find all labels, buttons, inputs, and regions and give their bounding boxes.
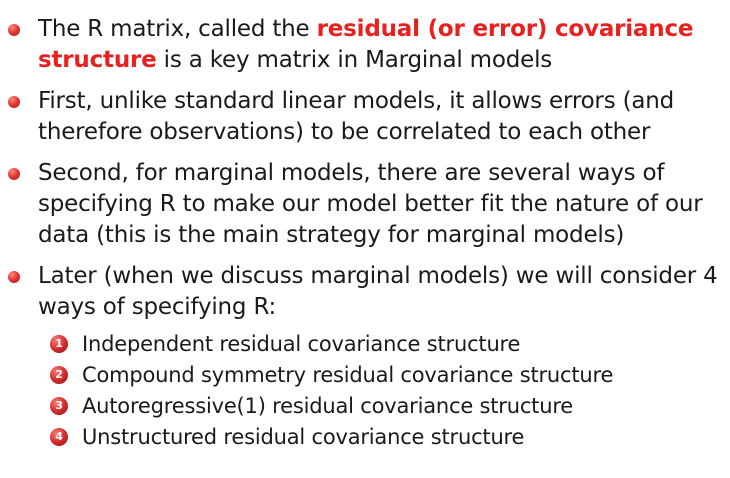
- sublist-item-unstructured: [50, 424, 720, 451]
- bullet-specifying-r: [8, 158, 720, 251]
- sublist-item-text: Unstructured residual covariance structure: [82, 425, 525, 449]
- bullet-text: First, unlike standard linear models, it allows errors (and therefore observations) to be correlated to each other: [38, 88, 675, 145]
- sublist-item-text: Independent residual covariance structure: [82, 332, 521, 356]
- sublist-item-autoregressive: [50, 393, 720, 420]
- number-4-icon: 4: [50, 428, 68, 446]
- bullet-correlated-errors: [8, 86, 720, 148]
- sublist-item-independent: [50, 331, 720, 358]
- bullet-text: Second, for marginal models, there are several ways of specifying R to make our model better fit the nature of our data (this is the main strategy for marginal models): [38, 160, 703, 248]
- bullet-dot-icon: [8, 168, 20, 180]
- sublist-item-text: Compound symmetry residual covariance structure: [82, 363, 614, 387]
- bullet-list: [8, 14, 720, 461]
- bullet-dot-icon: [8, 96, 20, 108]
- bullet-text-pre: The R matrix, called the: [38, 16, 317, 42]
- number-3-icon: 3: [50, 397, 68, 415]
- sublist-item-compound-symmetry: [50, 362, 720, 389]
- sublist-item-text: Autoregressive(1) residual covariance structure: [82, 394, 574, 418]
- bullet-dot-icon: [8, 271, 20, 283]
- number-1-icon: 1: [50, 335, 68, 353]
- bullet-text-post: is a key matrix in Marginal models: [156, 47, 553, 73]
- numbered-sublist: [38, 331, 720, 451]
- bullet-dot-icon: [8, 24, 20, 36]
- bullet-r-matrix: [8, 14, 720, 76]
- number-2-icon: 2: [50, 366, 68, 384]
- bullet-text: Later (when we discuss marginal models) we will consider 4 ways of specifying R:: [38, 263, 718, 320]
- highlight-term: residual (or error) covariance structure: [38, 16, 694, 73]
- bullet-four-ways: [8, 261, 720, 451]
